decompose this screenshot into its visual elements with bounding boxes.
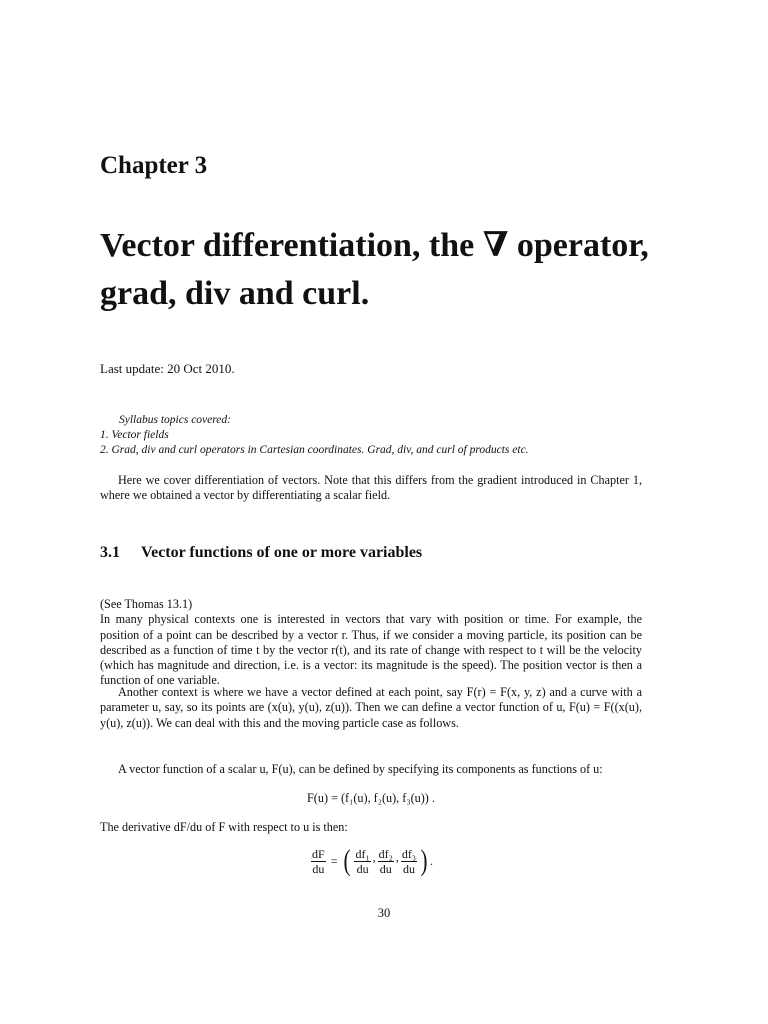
equation-derivative xyxy=(310,846,433,876)
fraction-denominator: du xyxy=(402,861,415,876)
equation-components: F(u) = (f₁(u), f₂(u), f₃(u)) . xyxy=(307,791,435,805)
chapter-title-line-2: grad, div and curl. xyxy=(100,275,370,312)
trailing-period: . xyxy=(430,854,434,868)
fraction-df2-du xyxy=(378,847,394,876)
equals-sign: = xyxy=(330,854,338,868)
chapter-label: Chapter 3 xyxy=(100,152,208,179)
context-paragraph xyxy=(100,597,642,689)
fraction-denominator: du xyxy=(379,861,392,876)
close-paren: ) xyxy=(420,844,428,877)
fraction-denominator: du xyxy=(356,861,369,876)
section-title: Vector functions of one or more variables xyxy=(141,544,423,561)
context-paragraph-text: In many physical contexts one is interested in vectors that vary with position or time. For example, the position of a point can be described by a vector r. Thus, if we consider a moving particle, its position can be described as a function of time t by the vector r(t), and its rate of change with respect to t will be the velocity (which has magnitude and direction, i.e. is a vector: its magnitude is the speed). The position vector is then a function of one variable. xyxy=(100,612,642,688)
fraction-numerator: dF xyxy=(312,846,325,861)
vector-function-text: A vector function of a scalar u, F(u), can be defined by specifying its components as functions of u: xyxy=(118,762,603,776)
section-number: 3.1 xyxy=(100,544,120,561)
last-update: Last update: 20 Oct 2010. xyxy=(100,361,235,376)
fraction-df1-du xyxy=(354,847,370,876)
chapter-title xyxy=(100,222,660,318)
vector-function-paragraph xyxy=(100,762,642,777)
fraction-numerator: df₂ xyxy=(378,846,393,861)
fraction-numerator: df₃ xyxy=(401,846,417,861)
fraction-numerator: df₁ xyxy=(355,846,370,861)
chapter-title-line-1: Vector differentiation, the ∇ operator, xyxy=(100,227,649,264)
another-context-paragraph xyxy=(100,685,642,731)
derivative-intro-text: The derivative dF/du of F with respect to u is then: xyxy=(100,820,348,834)
derivative-intro-paragraph xyxy=(100,820,642,835)
page-number: 30 xyxy=(377,906,391,920)
open-paren: ( xyxy=(343,844,351,877)
comma: , xyxy=(395,850,399,864)
syllabus-heading: Syllabus topics covered: xyxy=(119,414,231,426)
fraction-dF-du xyxy=(311,847,326,876)
section-heading xyxy=(100,543,422,563)
comma: , xyxy=(372,850,376,864)
fraction-denominator: du xyxy=(312,861,325,876)
fraction-df3-du xyxy=(401,847,417,876)
syllabus-item: 1. Vector fields xyxy=(100,429,169,441)
intro-paragraph xyxy=(100,473,642,504)
intro-paragraph-text: Here we cover differentiation of vectors. Note that this differs from the gradient introduced in Chapter 1, where we obtained a vector by differentiating a scalar field. xyxy=(100,473,642,503)
see-reference: (See Thomas 13.1) xyxy=(100,597,193,611)
syllabus-block xyxy=(100,413,660,458)
another-context-text: Another context is where we have a vector defined at each point, say F(r) = F(x, y, z) and a curve with a parameter u, say, so its points are (x(u), y(u), z(u)). Then we can define a vector function of u, F(u) = F((x(u), y(u), z(u)). We can deal with this and the moving particle case as follows. xyxy=(100,685,642,730)
syllabus-item: 2. Grad, div and curl operators in Cartesian coordinates. Grad, div, and curl of products etc. xyxy=(100,444,529,456)
